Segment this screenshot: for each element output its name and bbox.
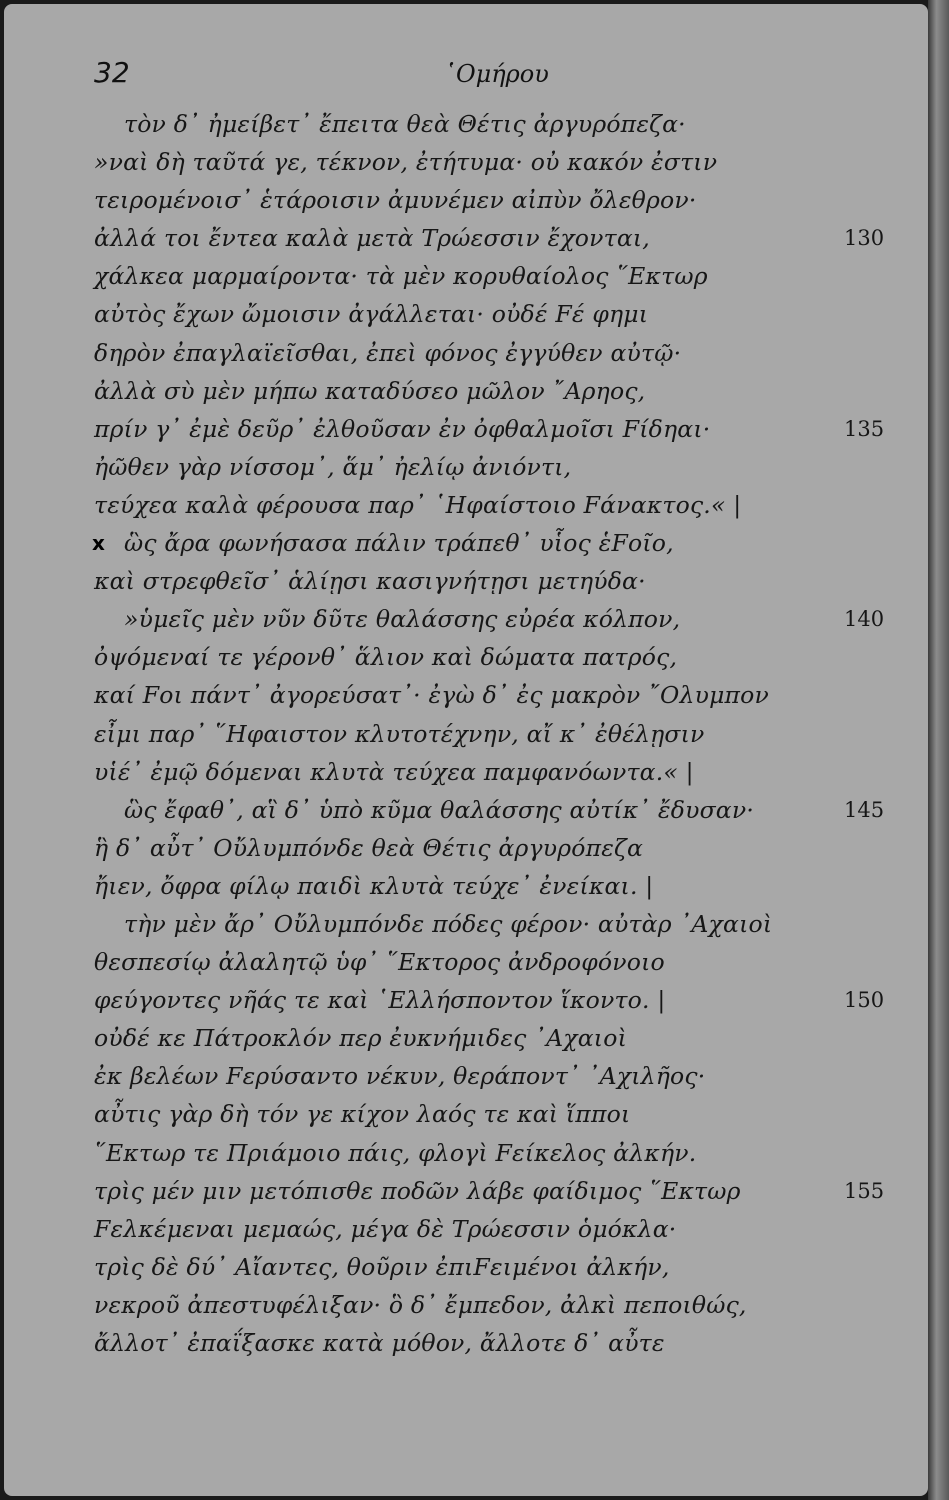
line-number: 140 xyxy=(844,607,885,632)
verse-line xyxy=(4,676,928,714)
running-title: ῾Ομήρου xyxy=(444,60,549,88)
verse-line xyxy=(4,334,928,372)
verse-line xyxy=(4,295,928,333)
verse-text: ὣς ἔφαθ᾽, αἳ δ᾽ ὑπὸ κῦμα θαλάσσης αὐτίκ᾽ ἔδυσαν· xyxy=(124,795,755,824)
verse-line xyxy=(4,829,928,867)
verse-text: τρὶς δὲ δύ᾽ Αἴαντες, θοῦριν ἐπιFειμένοι ἀλκήν, xyxy=(94,1252,670,1281)
verse-text: τὴν μὲν ἄρ᾽ Οὔλυμπόνδε πόδες φέρον· αὐτὰρ ᾽Αχαιοὶ xyxy=(124,909,773,938)
verse-text: οὐδέ κε Πάτροκλόν περ ἐυκνήμιδες ᾽Αχαιοὶ xyxy=(94,1024,627,1053)
verse-text: ἠῶθεν γὰρ νίσσομ᾽, ἅμ᾽ ἠελίῳ ἀνιόντι, xyxy=(94,452,572,481)
verse-text: θεσπεσίῳ ἀλαλητῷ ὑφ᾽ ῞Εκτορος ἀνδροφόνοιο xyxy=(94,948,665,977)
verse-text: καὶ στρεφθεῖσ᾽ ἁλίῃσι κασιγνήτῃσι μετηύδα· xyxy=(94,567,646,596)
verse-text: τειρομένοισ᾽ ἑτάροισιν ἀμυνέμεν αἰπὺν ὄλεθρον· xyxy=(94,186,697,215)
verse-line xyxy=(4,867,928,905)
verse-block xyxy=(4,105,928,1362)
verse-line xyxy=(4,715,928,753)
verse-text: τεύχεα καλὰ φέρουσα παρ᾽ ῾Ηφαίστοιο Fάνακτος.« | xyxy=(94,490,742,519)
verse-line xyxy=(4,905,928,943)
line-number: 155 xyxy=(844,1178,885,1203)
verse-line xyxy=(4,1172,928,1210)
verse-text: »ὑμεῖς μὲν νῦν δῦτε θαλάσσης εὐρέα κόλπον, xyxy=(124,605,681,634)
line-number: 135 xyxy=(844,416,885,441)
verse-line xyxy=(4,1134,928,1172)
page-header xyxy=(4,56,928,96)
verse-line xyxy=(4,791,928,829)
verse-text: ῞Εκτωρ τε Πριάμοιο πάις, φλογὶ Fείκελος ἀλκήν. xyxy=(94,1138,697,1167)
verse-line xyxy=(4,448,928,486)
verse-text: υἱέ᾽ ἐμῷ δόμεναι κλυτὰ τεύχεα παμφανόωντα.« | xyxy=(94,757,694,786)
margin-mark: x xyxy=(92,531,105,556)
verse-line xyxy=(4,1324,928,1362)
verse-text: αὖτις γὰρ δὴ τόν γε κίχον λαός τε καὶ ἵπποι xyxy=(94,1100,631,1129)
verse-line xyxy=(4,257,928,295)
line-number: 150 xyxy=(844,988,885,1013)
line-number: 130 xyxy=(844,226,885,251)
verse-text: νεκροῦ ἀπεστυφέλιξαν· ὃ δ᾽ ἔμπεδον, ἀλκὶ πεποιθώς, xyxy=(94,1290,747,1319)
verse-text: πρίν γ᾽ ἐμὲ δεῦρ᾽ ἐλθοῦσαν ἐν ὀφθαλμοῖσι Fίδηαι· xyxy=(94,414,711,443)
verse-text: ἀλλὰ σὺ μὲν μήπω καταδύσεο μῶλον ῎Αρηος, xyxy=(94,376,646,405)
verse-line xyxy=(4,600,928,638)
verse-text: ἀλλά τοι ἔντεα καλὰ μετὰ Τρώεσσιν ἔχονται, xyxy=(94,224,650,253)
verse-line xyxy=(4,105,928,143)
verse-line xyxy=(4,372,928,410)
verse-line xyxy=(4,524,928,562)
page-number: 32 xyxy=(94,56,130,89)
verse-line xyxy=(4,1057,928,1095)
page-edge xyxy=(928,0,949,1500)
verse-text: ὀψόμεναί τε γέρονθ᾽ ἅλιον καὶ δώματα πατρός, xyxy=(94,643,678,672)
book-page xyxy=(4,4,928,1496)
verse-line xyxy=(4,753,928,791)
verse-line xyxy=(4,486,928,524)
verse-text: τὸν δ᾽ ἠμείβετ᾽ ἔπειτα θεὰ Θέτις ἀργυρόπεζα· xyxy=(124,110,686,138)
verse-line xyxy=(4,1286,928,1324)
verse-text: καί Fοι πάντ᾽ ἀγορεύσατ᾽· ἐγὼ δ᾽ ἐς μακρὸν ῎Ολυμπον xyxy=(94,681,770,710)
verse-text: ἣ δ᾽ αὖτ᾽ Οὔλυμπόνδε θεὰ Θέτις ἀργυρόπεζα xyxy=(94,833,644,862)
verse-line xyxy=(4,943,928,981)
verse-line xyxy=(4,1210,928,1248)
verse-line xyxy=(4,143,928,181)
verse-line xyxy=(4,1248,928,1286)
verse-line xyxy=(4,1095,928,1133)
verse-line xyxy=(4,410,928,448)
verse-line xyxy=(4,638,928,676)
verse-text: Fελκέμεναι μεμαώς, μέγα δὲ Τρώεσσιν ὁμόκλα· xyxy=(94,1214,677,1243)
verse-line xyxy=(4,219,928,257)
verse-text: »ναὶ δὴ ταῦτά γε, τέκνον, ἐτήτυμα· οὐ κακόν ἐστιν xyxy=(94,148,718,177)
verse-text: ὣς ἄρα φωνήσασα πάλιν τράπεθ᾽ υἷος ἑFοῖο, xyxy=(124,529,674,558)
verse-line xyxy=(4,1019,928,1057)
verse-text: φεύγοντες νῆάς τε καὶ ῾Ελλήσποντον ἵκοντο. | xyxy=(94,986,666,1015)
verse-text: ἐκ βελέων Fερύσαντο νέκυν, θεράποντ᾽ ᾽Αχιλῆος· xyxy=(94,1062,706,1091)
verse-text: δηρὸν ἐπαγλαϊεῖσθαι, ἐπεὶ φόνος ἐγγύθεν αὐτῷ· xyxy=(94,338,682,367)
verse-text: τρὶς μέν μιν μετόπισθε ποδῶν λάβε φαίδιμος ῞Εκτωρ xyxy=(94,1176,741,1205)
verse-text: αὐτὸς ἔχων ὤμοισιν ἀγάλλεται· οὐδέ Fέ φημι xyxy=(94,300,649,329)
verse-text: ἄλλοτ᾽ ἐπαΐξασκε κατὰ μόθον, ἄλλοτε δ᾽ αὖτε xyxy=(94,1329,665,1357)
verse-text: ἤιεν, ὄφρα φίλῳ παιδὶ κλυτὰ τεύχε᾽ ἐνείκαι. | xyxy=(94,871,654,900)
verse-text: εἶμι παρ᾽ ῞Ηφαιστον κλυτοτέχνην, αἴ κ᾽ ἐθέλῃσιν xyxy=(94,719,705,748)
line-number: 145 xyxy=(844,797,885,822)
verse-line xyxy=(4,981,928,1019)
verse-line xyxy=(4,562,928,600)
verse-line xyxy=(4,181,928,219)
verse-text: χάλκεα μαρμαίροντα· τὰ μὲν κορυθαίολος ῞Εκτωρ xyxy=(94,262,708,291)
